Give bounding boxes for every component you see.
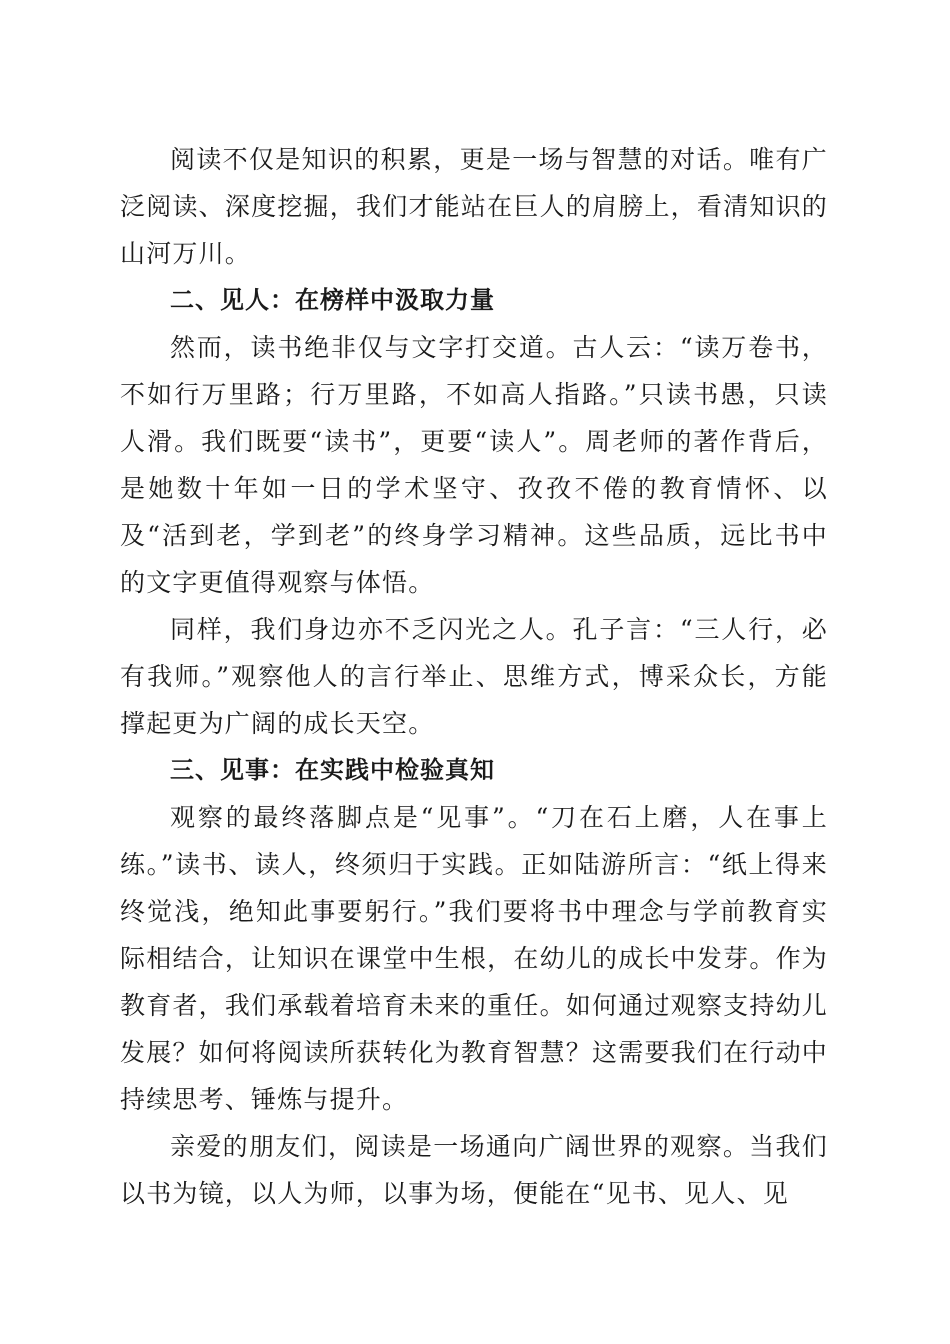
document-body <box>120 136 828 1217</box>
paragraph-closing: 亲爱的朋友们，阅读是一场通向广阔世界的观察。当我们以书为镜，以人为师，以事为场，便能在“见书、见人、见 <box>120 1132 828 1208</box>
paragraph-three-people: 同样，我们身边亦不乏闪光之人。孔子言：“三人行，必有我师。”观察他人的言行举止、思维方式，博采众长，方能撑起更为广阔的成长天空。 <box>120 615 828 738</box>
section-heading-seeing-things: 三、见事：在实践中检验真知 <box>170 756 495 784</box>
paragraph-reading-dialogue: 阅读不仅是知识的积累，更是一场与智慧的对话。唯有广泛阅读、深度挖掘，我们才能站在巨人的肩膀上，看清知识的山河万川。 <box>120 145 828 268</box>
paragraph-practice: 观察的最终落脚点是“见事”。“刀在石上磨，人在事上练。”读书、读人，终须归于实践。正如陆游所言：“纸上得来终觉浅，绝知此事要躬行。”我们要将书中理念与学前教育实际相结合，让知识在课堂中生根，在幼儿的成长中发芽。作为教育者，我们承载着培育未来的重任。如何通过观察支持幼儿发展？如何将阅读所获转化为教育智慧？这需要我们在行动中持续思考、锤炼与提升。 <box>120 803 828 1114</box>
section-heading-seeing-people: 二、见人：在榜样中汲取力量 <box>170 286 495 314</box>
paragraph-reading-people: 然而，读书绝非仅与文字打交道。古人云：“读万卷书，不如行万里路；行万里路，不如高人指路。”只读书愚，只读人滑。我们既要“读书”，更要“读人”。周老师的著作背后，是她数十年如一日的学术坚守、孜孜不倦的教育情怀、以及“活到老，学到老”的终身学习精神。这些品质，远比书中的文字更值得观察与体悟。 <box>120 333 828 597</box>
